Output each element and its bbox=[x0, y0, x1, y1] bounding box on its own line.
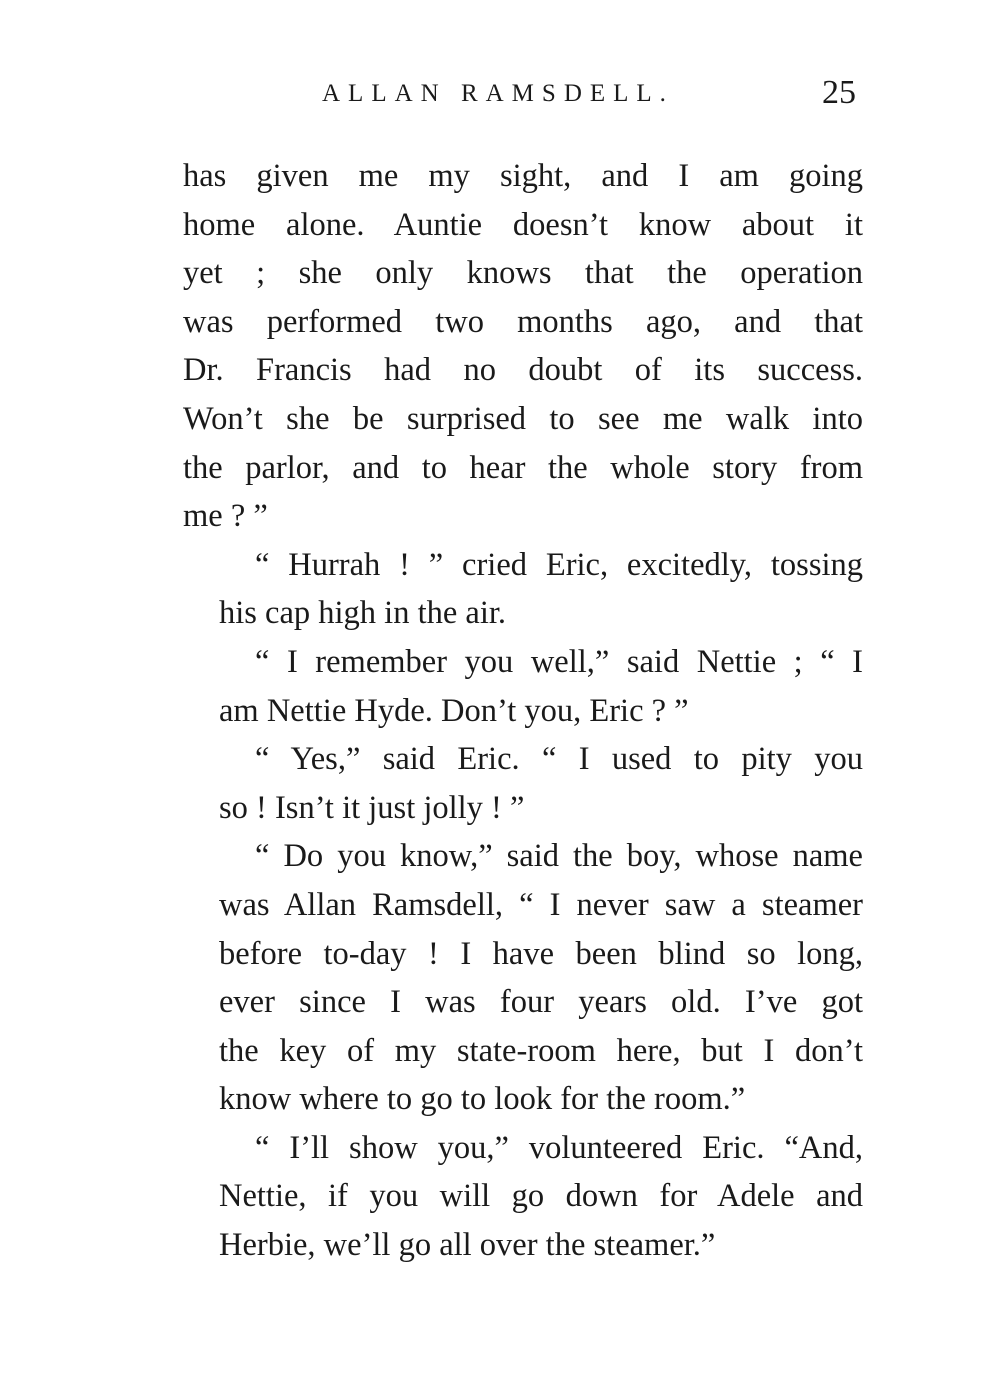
paragraph bbox=[183, 152, 863, 541]
text-line: was performed two months ago, and that bbox=[183, 303, 863, 340]
text-line: so ! Isn’t it just jolly ! ” bbox=[219, 789, 525, 826]
text-line: home alone. Auntie doesn’t know about it bbox=[183, 206, 863, 243]
text-line: “ Do you know,” said the boy, whose name bbox=[255, 838, 863, 875]
text-line: “ Hurrah ! ” cried Eric, excitedly, tossing bbox=[255, 546, 863, 583]
paragraph bbox=[183, 1124, 863, 1270]
text-line: the key of my state-room here, but I don’t bbox=[219, 1032, 863, 1069]
text-line: Nettie, if you will go down for Adele and bbox=[219, 1178, 863, 1215]
text-line: Won’t she be surprised to see me walk into bbox=[183, 400, 863, 437]
paragraph bbox=[183, 638, 863, 735]
text-line: has given me my sight, and I am going bbox=[183, 158, 863, 194]
running-title: ALLAN RAMSDELL. bbox=[322, 80, 674, 107]
paragraph bbox=[183, 832, 863, 1124]
text-line: “ I’ll show you,” volunteered Eric. “And, bbox=[255, 1129, 863, 1166]
text-line: Herbie, we’ll go all over the steamer.” bbox=[219, 1227, 716, 1264]
text-line: was Allan Ramsdell, “ I never saw a steamer bbox=[219, 886, 863, 923]
text-line: Dr. Francis had no doubt of its success. bbox=[183, 352, 863, 389]
text-line: am Nettie Hyde. Don’t you, Eric ? ” bbox=[219, 692, 689, 729]
page-number: 25 bbox=[822, 74, 856, 111]
text-line: “ Yes,” said Eric. “ I used to pity you bbox=[255, 741, 863, 778]
text-line: his cap high in the air. bbox=[219, 595, 507, 632]
text-line: the parlor, and to hear the whole story from bbox=[183, 449, 863, 486]
text-line: know where to go to look for the room.” bbox=[219, 1081, 746, 1118]
paragraph bbox=[183, 541, 863, 638]
text-line: before to-day ! I have been blind so long, bbox=[219, 935, 863, 972]
text-line: yet ; she only knows that the operation bbox=[183, 255, 863, 292]
text-line: “ I remember you well,” said Nettie ; “ I bbox=[255, 643, 863, 680]
text-line: ever since I was four years old. I’ve got bbox=[219, 984, 863, 1021]
paragraph bbox=[183, 735, 863, 832]
body-text bbox=[183, 152, 863, 1270]
text-line: me ? ” bbox=[183, 498, 268, 535]
